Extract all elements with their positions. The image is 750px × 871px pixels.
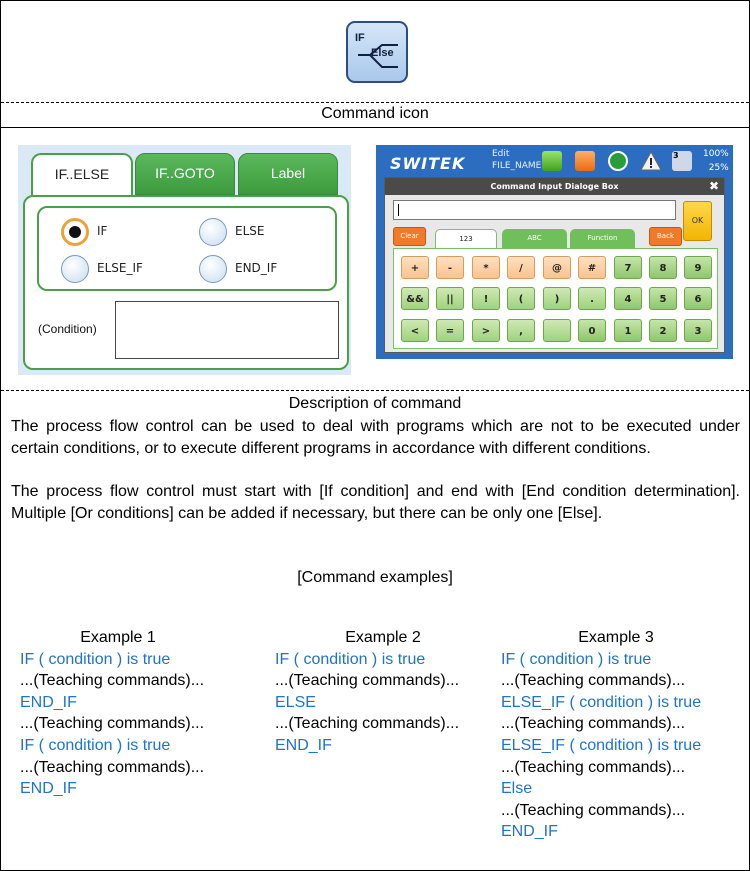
key[interactable]: 3 — [684, 319, 712, 342]
radio-if-label: IF — [97, 224, 108, 238]
code-line: ...(Teaching commands)... — [20, 758, 205, 776]
key[interactable]: ) — [543, 287, 571, 310]
code-line: IF ( condition ) is true — [20, 650, 171, 668]
clear-button[interactable]: Clear — [393, 227, 426, 246]
branch-option-group — [37, 206, 337, 291]
code-line: ...(Teaching commands)... — [501, 715, 686, 733]
key[interactable]: # — [578, 256, 606, 279]
warning-icon[interactable] — [640, 150, 662, 172]
code-line: IF ( condition ) is true — [501, 650, 652, 668]
description-title: Description of command — [288, 395, 462, 412]
dialog-title-text: Command Input Dialoge Box — [490, 182, 619, 191]
key[interactable]: 2 — [649, 319, 677, 342]
icon-text-else: Else — [371, 47, 394, 59]
radio-else-label: ELSE — [235, 224, 265, 238]
key[interactable]: 7 — [614, 256, 642, 279]
ok-button[interactable]: OK — [683, 201, 712, 241]
key[interactable]: , — [507, 319, 535, 342]
code-line: ELSE — [275, 693, 316, 711]
dialog-title — [385, 178, 724, 195]
tab-if-else[interactable]: IF..ELSE — [31, 153, 133, 195]
key[interactable]: ! — [472, 287, 500, 310]
icon-text-if: IF — [355, 32, 365, 44]
key[interactable]: / — [507, 256, 535, 279]
key[interactable]: + — [401, 256, 429, 279]
percent-top: 100% — [703, 149, 729, 159]
code-line: ...(Teaching commands)... — [275, 672, 460, 690]
radio-end-if[interactable] — [199, 255, 227, 283]
key[interactable]: || — [436, 287, 464, 310]
key[interactable]: < — [401, 319, 429, 342]
key[interactable]: > — [472, 319, 500, 342]
key[interactable]: * — [472, 256, 500, 279]
code-line: END_IF — [20, 693, 77, 711]
divider — [1, 127, 749, 128]
keypad — [393, 248, 718, 349]
key[interactable] — [543, 319, 571, 342]
example-title: Example 2 — [345, 629, 421, 646]
description-paragraph: The process flow control can be used to deal with programs which are not to be executed under certain conditions, or to execute different programs in accordance with different conditions. — [11, 418, 740, 457]
code-line: END_IF — [275, 736, 332, 754]
if-else-dialog — [18, 145, 351, 375]
key[interactable]: 1 — [614, 319, 642, 342]
user-icon[interactable] — [672, 151, 692, 171]
key[interactable]: 5 — [649, 287, 677, 310]
command-input-dialog — [384, 177, 725, 353]
edit-status — [492, 148, 541, 172]
condition-input[interactable] — [115, 301, 339, 359]
code-line: END_IF — [20, 780, 77, 798]
code-line: ...(Teaching commands)... — [501, 758, 686, 776]
key[interactable]: 0 — [578, 319, 606, 342]
brand-logo: SWITEK — [390, 154, 466, 173]
example-title: Example 1 — [80, 629, 156, 646]
key[interactable]: 9 — [684, 256, 712, 279]
condition-label: (Condition) — [38, 322, 97, 336]
text-caret — [398, 204, 399, 216]
code-line: IF ( condition ) is true — [20, 736, 171, 754]
close-icon[interactable]: ✖ — [708, 179, 719, 193]
key[interactable]: && — [401, 287, 429, 310]
user-badge: 3 — [673, 151, 679, 160]
tab-abc[interactable]: ABC — [502, 229, 567, 249]
examples-title: [Command examples] — [297, 569, 453, 586]
file-name: FILE_NAME — [492, 161, 542, 171]
divider — [1, 390, 749, 391]
radio-end-if-label: END_IF — [235, 261, 278, 275]
code-line: Else — [501, 780, 533, 798]
folder-icon[interactable] — [542, 151, 562, 171]
tab-123[interactable]: 123 — [435, 229, 497, 249]
key[interactable]: 4 — [614, 287, 642, 310]
radio-else-if[interactable] — [61, 255, 89, 283]
back-button[interactable]: Back — [649, 227, 682, 246]
example-2 — [275, 627, 491, 757]
radio-if[interactable] — [61, 218, 89, 246]
command-text-input[interactable] — [393, 200, 676, 220]
stop-icon[interactable] — [608, 151, 628, 171]
code-line: ...(Teaching commands)... — [501, 801, 686, 819]
key[interactable]: @ — [543, 256, 571, 279]
icon-section — [1, 1, 749, 102]
tab-function[interactable]: Function — [570, 229, 635, 249]
key[interactable]: ( — [507, 287, 535, 310]
code-line: ELSE_IF ( condition ) is true — [501, 736, 702, 754]
tab-label[interactable]: Label — [238, 153, 338, 195]
percent-bottom: 25% — [708, 163, 729, 173]
code-line: ...(Teaching commands)... — [20, 715, 205, 733]
status-percent — [703, 147, 729, 175]
key[interactable]: 6 — [684, 287, 712, 310]
divider — [1, 102, 749, 103]
radio-else[interactable] — [199, 218, 227, 246]
code-line: ...(Teaching commands)... — [20, 672, 205, 690]
code-line: ...(Teaching commands)... — [501, 672, 686, 690]
example-title: Example 3 — [578, 629, 654, 646]
edit-label: Edit — [492, 149, 510, 159]
key[interactable]: 8 — [649, 256, 677, 279]
if-else-command-icon[interactable] — [346, 21, 408, 83]
command-input-screen — [376, 145, 733, 359]
edit-file-icon[interactable] — [575, 151, 595, 171]
key[interactable]: = — [436, 319, 464, 342]
code-line: ELSE_IF ( condition ) is true — [501, 693, 702, 711]
example-1 — [20, 627, 216, 800]
code-line: END_IF — [501, 823, 558, 841]
description-paragraph: The process flow control must start with [If condition] and end with [End condition determination]. Multiple [Or conditions] can be added if necessary, but there can be only one [Else]. — [11, 483, 740, 522]
if-else-tab-body — [23, 195, 349, 370]
key[interactable]: . — [578, 287, 606, 310]
example-3 — [501, 627, 731, 843]
key[interactable]: - — [436, 256, 464, 279]
code-line: ...(Teaching commands)... — [275, 715, 460, 733]
tab-if-goto[interactable]: IF..GOTO — [135, 153, 235, 195]
radio-else-if-label: ELSE_IF — [97, 261, 143, 275]
code-line: IF ( condition ) is true — [275, 650, 426, 668]
icon-caption: Command icon — [321, 105, 429, 122]
